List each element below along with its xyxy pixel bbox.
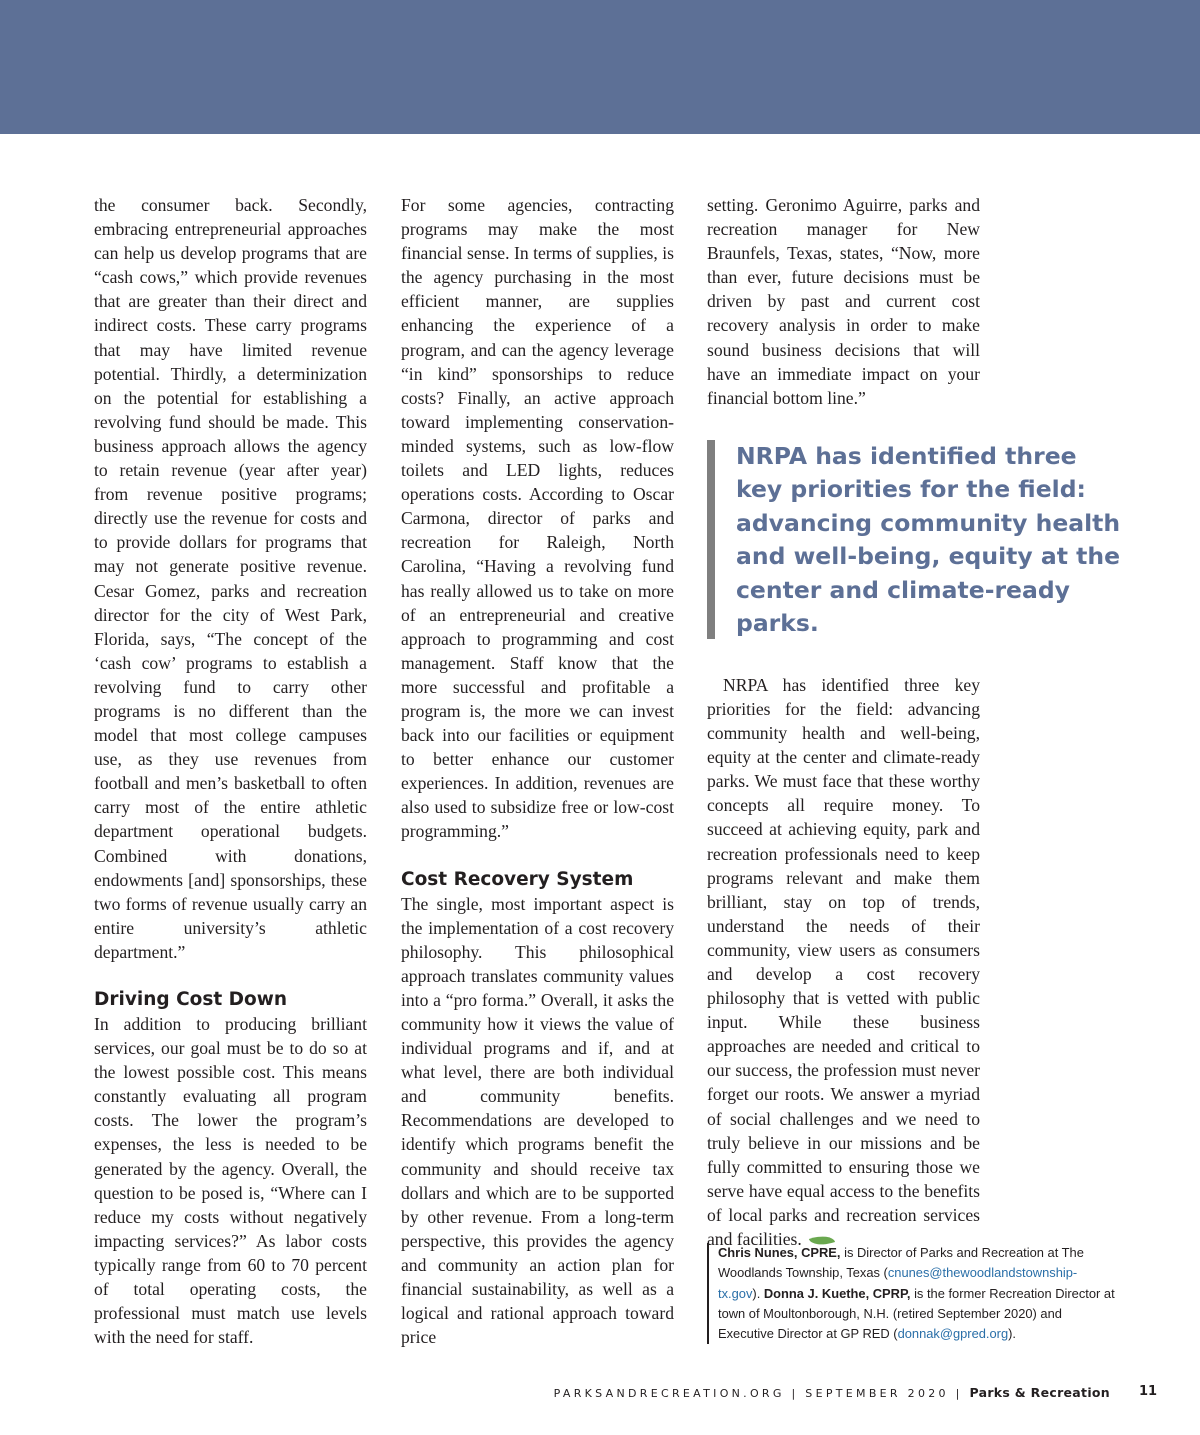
footer-site-and-date: PARKSANDRECREATION.ORG | SEPTEMBER 2020 | — [553, 1387, 970, 1400]
page-footer — [554, 1385, 1110, 1400]
column-1 — [94, 193, 367, 1349]
author-2-name: Donna J. Kuethe, CPRP, — [763, 1285, 911, 1301]
author-2-description: is the former Recreation Director at town of Moultonborough, N.H. (retired September 2020) and Executive Director at GP RED ( — [718, 1285, 1115, 1342]
author-1-email-link[interactable]: cnunes@thewoodlandstownship-tx.gov — [718, 1265, 1078, 1301]
column-2 — [401, 193, 674, 1349]
body-paragraph: the consumer back. Secondly, embracing entrepreneurial approaches can help us develop programs that are “cash cows,” which provide revenues that are greater than their direct and indirect costs. These carry programs that may have limited revenue potential. Thirdly, a determinization on the potential for establishing a revolving fund should be made. This business approach allows the agency to retain revenue (year after year) from revenue positive programs; directly use the revenue for costs and to provide dollars for programs that may not generate positive revenue. Cesar Gomez, parks and recreation director for the city of West Park, Florida, says, “The concept of the ‘cash cow’ programs to establish a revolving fund to carry other programs is no different than the model that most college campuses use, as they use revenues from football and men’s basketball to often carry most of the entire athletic department operational budgets. Combined with donations, endowments [and] sponsorships, these two forms of revenue usually carry an entire university’s athletic department.” — [94, 195, 367, 962]
author-1-name: Chris Nunes, CPRE, — [718, 1245, 841, 1260]
pull-quote — [707, 440, 1121, 641]
section-heading-driving-cost-down: Driving Cost Down — [94, 989, 287, 1010]
header-color-band — [0, 0, 1200, 134]
pull-quote-bar — [707, 440, 715, 639]
body-paragraph: For some agencies, contracting programs may make the most financial sense. In terms of supplies, is the agency purchasing in the most efficient manner, are supplies enhancing the experience of a program, and can the agency leverage “in kind” sponsorships to reduce costs? Finally, an active approach toward implementing conservation-minded systems, such as low-flow toilets and LED lights, reduces operations costs. According to Oscar Carmona, director of parks and recreation for Raleigh, North Carolina, “Having a revolving fund has really allowed us to take on more of an entrepreneurial and creative approach to programming and cost management. Staff know that the more successful and profitable a program is, the more we can invest back into our facilities or equipment to better enhance our customer experiences. In addition, revenues are also used to subsidize free or low-cost programming.” — [401, 195, 674, 842]
section-heading-cost-recovery-system: Cost Recovery System — [401, 868, 634, 890]
bio-punctuation: ). — [1008, 1326, 1017, 1342]
bio-punctuation: ). — [752, 1285, 764, 1301]
body-paragraph: In addition to producing brilliant services, our goal must be to do so at the lowest possible cost. This means constantly evaluating all program costs. The lower the program’s expenses, the less is needed to be generated by the agency. Overall, the question to be posed is, “Where can I reduce my costs without negatively impacting services?” As labor costs typically range from 60 to 70 percent of total operating costs, the professional must match use levels with the need for staff. — [94, 1014, 367, 1348]
author-1-description: is Director of Parks and Recreation at The Woodlands Township, Texas ( — [718, 1245, 1084, 1281]
author-2-email-link[interactable]: donnak@gpred.org — [897, 1326, 1009, 1342]
footer-publication-name: Parks & Recreation — [969, 1385, 1110, 1400]
body-paragraph: setting. Geronimo Aguirre, parks and recreation manager for New Braunfels, Texas, states, “Now, more than ever, future decisions must be driven by past and current cost recovery analysis in order to make sound business decisions that will have an immediate impact on your financial bottom line.” — [707, 195, 980, 408]
pull-quote-text: NRPA has identified three key priorities for the field: advancing community health and well-being, equity at the center and climate-ready parks. — [736, 441, 1121, 638]
column-3 — [707, 193, 1121, 1251]
body-paragraph: The single, most important aspect is the implementation of a cost recovery philosophy. This philosophical approach translates community values into a “pro forma.” Overall, it asks the community how it views the value of individual programs and if, and at what level, there are both individual and community benefits. Recommendations are developed to identify which programs benefit the community and should receive tax dollars and which are to be supported by other revenue. From a long-term perspective, this provides the agency and community an action plan for financial sustainability, as well as a logical and rational approach toward price — [401, 893, 674, 1348]
body-paragraph-text: NRPA has identified three key priorities for the field: advancing community health and well-being, equity at the center and climate-ready parks. We must face that these worthy concepts all require money. To succeed at achieving equity, park and recreation professionals need to keep programs relevant and make them brilliant, stay on top of trends, understand the needs of their community, view users as consumers and develop a cost recovery philosophy that is vetted with public input. While these business approaches are needed and critical to our success, the profession must never forget our roots. We answer a myriad of social challenges and we need to truly believe in our missions and be fully committed to ensuring those we serve have equal access to the benefits of local parks and recreation services and facilities. — [707, 674, 980, 1249]
page-number: 11 — [1139, 1384, 1158, 1399]
body-paragraph — [707, 673, 980, 1251]
author-bio — [707, 1243, 1118, 1344]
